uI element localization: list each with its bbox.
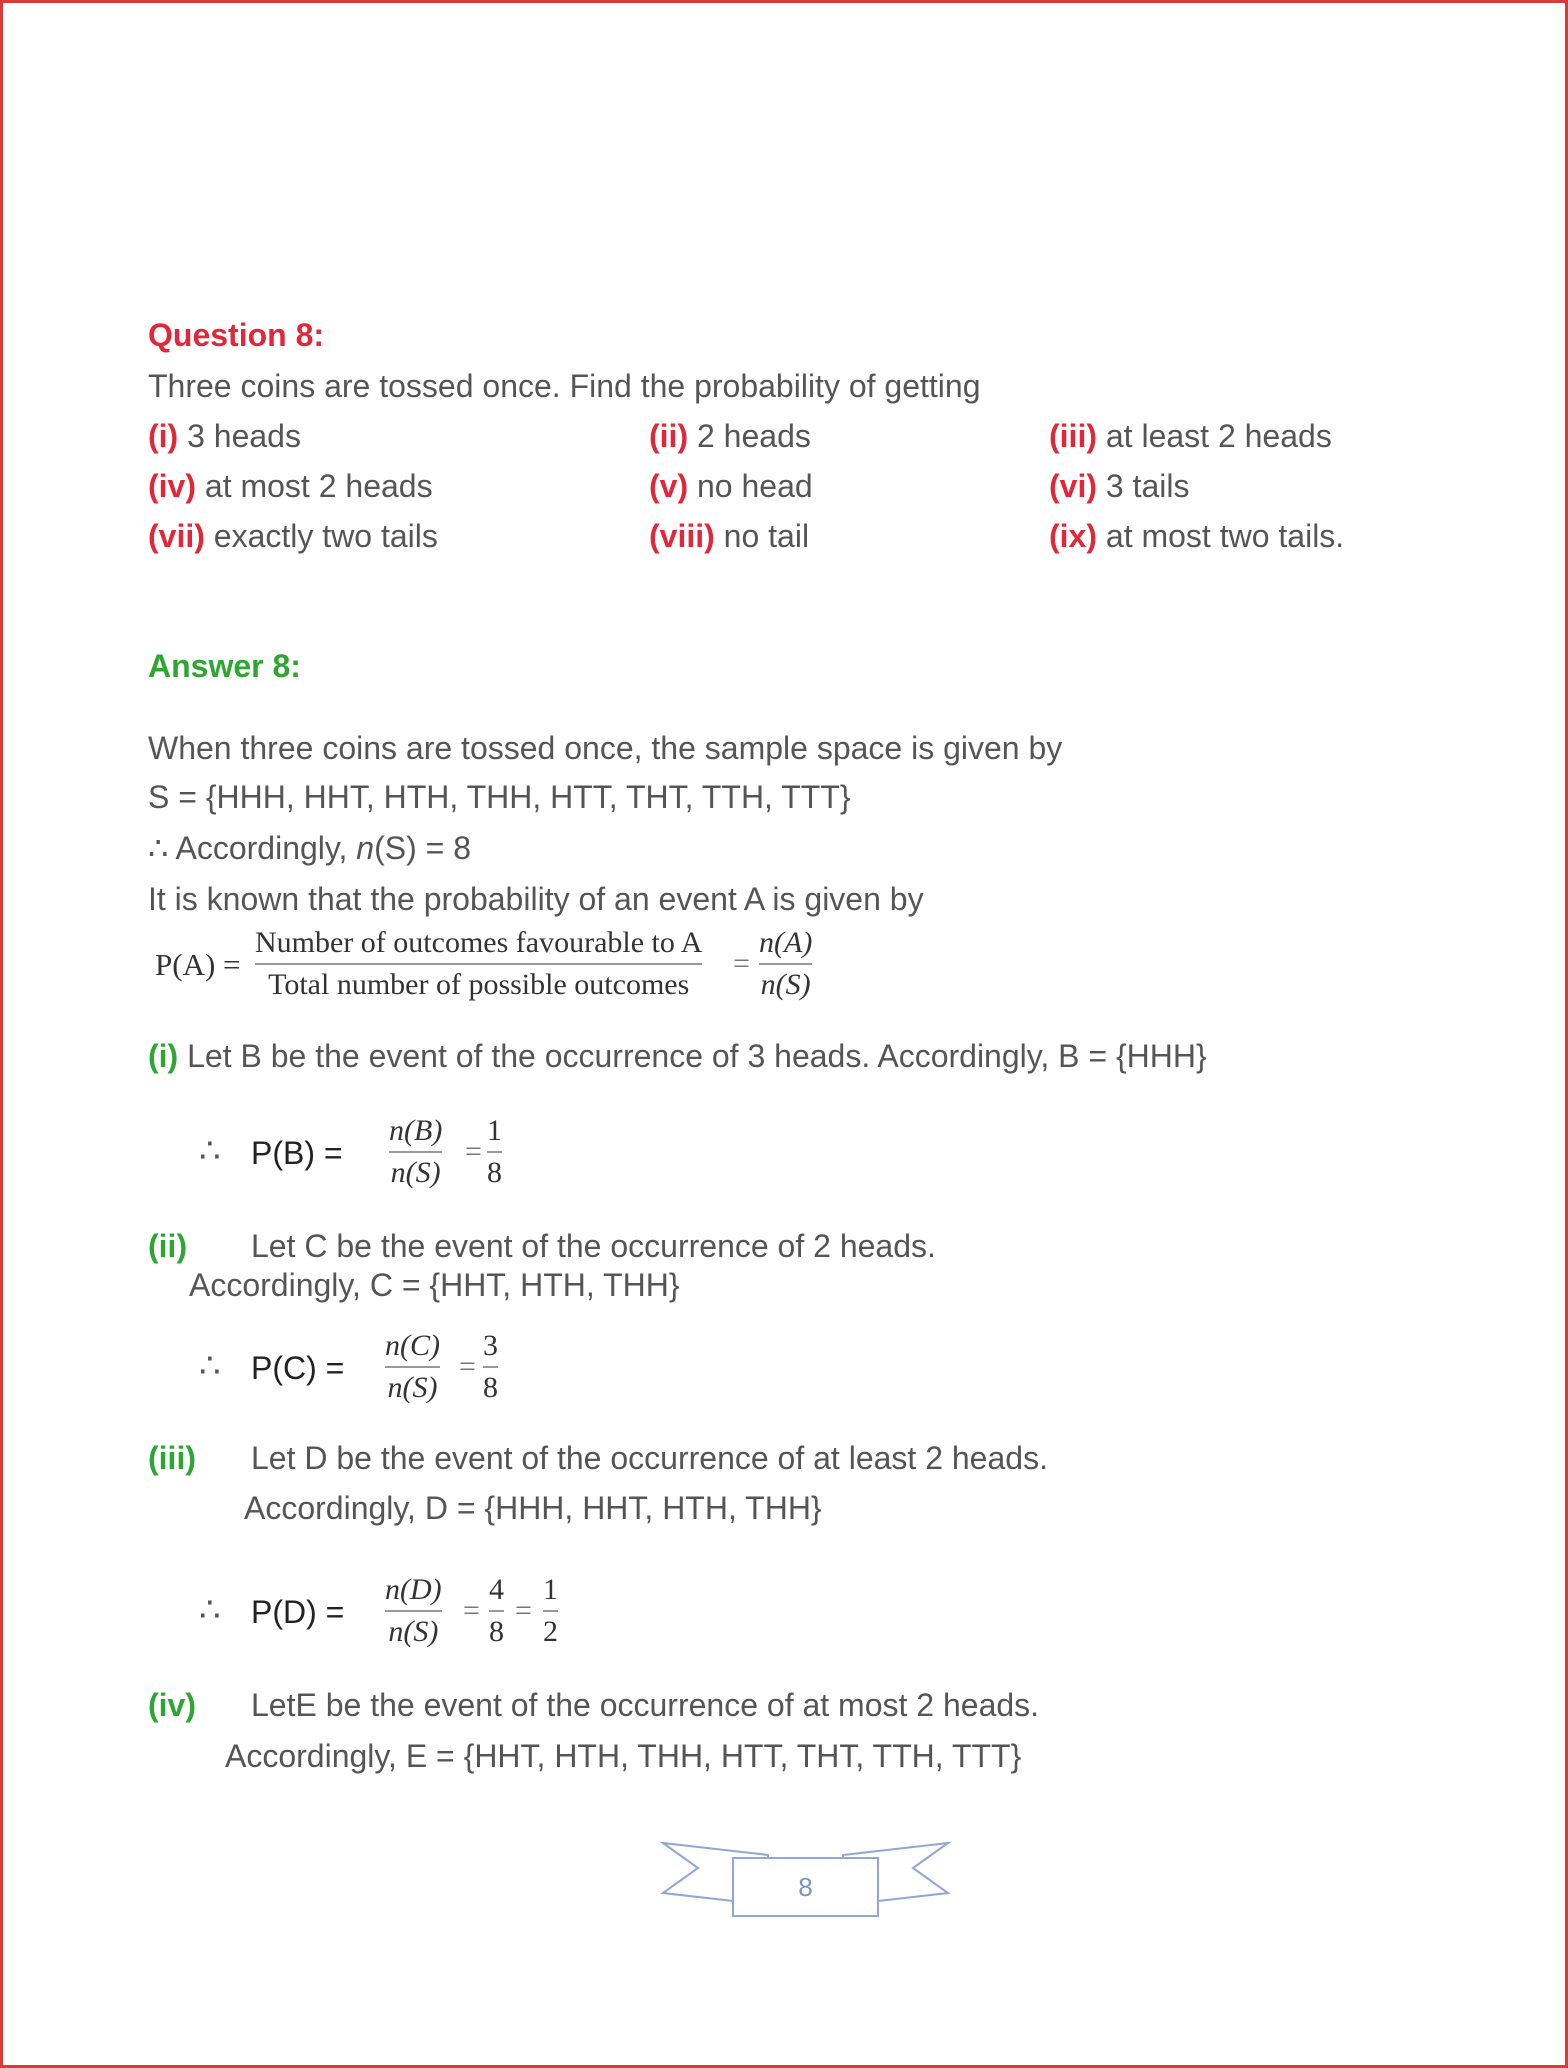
- equals-sign: =: [733, 947, 750, 980]
- question-part: (iii) at least 2 heads: [1049, 418, 1332, 454]
- formula-fraction: Number of outcomes favourable to A Total number of possible outcomes: [255, 926, 703, 1001]
- event-set: Accordingly, D = {HHH, HHT, HTH, THH}: [244, 1490, 822, 1526]
- probability-lhs: P(D) =: [251, 1594, 345, 1630]
- page-number-banner: [658, 1833, 953, 1923]
- part-label: (iv): [148, 1687, 196, 1723]
- equals-sign: =: [515, 1594, 532, 1627]
- equals-sign: =: [465, 1135, 482, 1168]
- therefore-icon: ∴: [199, 1591, 221, 1629]
- probability-lhs: P(B) =: [251, 1135, 343, 1171]
- question-part: (ii) 2 heads: [649, 418, 811, 454]
- result-fraction: 3 8: [483, 1329, 498, 1404]
- probability-fraction: n(D) n(S): [385, 1573, 442, 1648]
- probability-fraction: n(B) n(S): [389, 1114, 443, 1189]
- answer-line: When three coins are tossed once, the sample space is given by: [148, 730, 1063, 766]
- answer-part: (i) Let B be the event of the occurrence of 3 heads. Accordingly, B = {HHH}: [148, 1038, 1207, 1074]
- answer-heading: Answer 8:: [148, 648, 301, 684]
- question-intro: Three coins are tossed once. Find the probability of getting: [148, 368, 981, 404]
- formula-fraction: n(A) n(S): [759, 926, 813, 1001]
- question-part: (i) 3 heads: [148, 418, 301, 454]
- question-part: (v) no head: [649, 468, 813, 504]
- question-part: (viii) no tail: [649, 518, 810, 554]
- answer-line: It is known that the probability of an event A is given by: [148, 881, 924, 917]
- answer-part: LetE be the event of the occurrence of at most 2 heads.: [251, 1687, 1040, 1723]
- probability-fraction: n(C) n(S): [385, 1329, 440, 1404]
- question-part: (vi) 3 tails: [1049, 468, 1190, 504]
- result-fraction: 1 8: [487, 1114, 502, 1189]
- equals-sign: =: [459, 1350, 476, 1383]
- part-label: (ii): [148, 1228, 188, 1264]
- question-part: (ix) at most two tails.: [1049, 518, 1345, 554]
- part-label: (iii): [148, 1440, 196, 1476]
- formula-lhs: P(A) =: [155, 947, 241, 982]
- answer-part: Let D be the event of the occurrence of at least 2 heads.: [251, 1440, 1048, 1476]
- answer-line: ∴ Accordingly, n(S) = 8: [148, 830, 472, 866]
- therefore-icon: ∴: [199, 1347, 221, 1385]
- page-number: 8: [798, 1872, 813, 1902]
- event-set: Accordingly, E = {HHT, HTH, THH, HTT, THT, TTH, TTT}: [225, 1738, 1022, 1774]
- equals-sign: =: [463, 1594, 480, 1627]
- result-fraction: 4 8: [489, 1573, 504, 1648]
- result-fraction: 1 2: [543, 1573, 558, 1648]
- therefore-icon: ∴: [199, 1132, 221, 1170]
- question-part: (vii) exactly two tails: [148, 518, 438, 554]
- answer-part: Let C be the event of the occurrence of 2 heads.: [251, 1228, 936, 1264]
- probability-lhs: P(C) =: [251, 1350, 345, 1386]
- event-set: Accordingly, C = {HHT, HTH, THH}: [189, 1267, 680, 1303]
- question-part: (iv) at most 2 heads: [148, 468, 433, 504]
- sample-space: S = {HHH, HHT, HTH, THH, HTT, THT, TTH, TTT}: [148, 779, 851, 815]
- question-heading: Question 8:: [148, 317, 325, 353]
